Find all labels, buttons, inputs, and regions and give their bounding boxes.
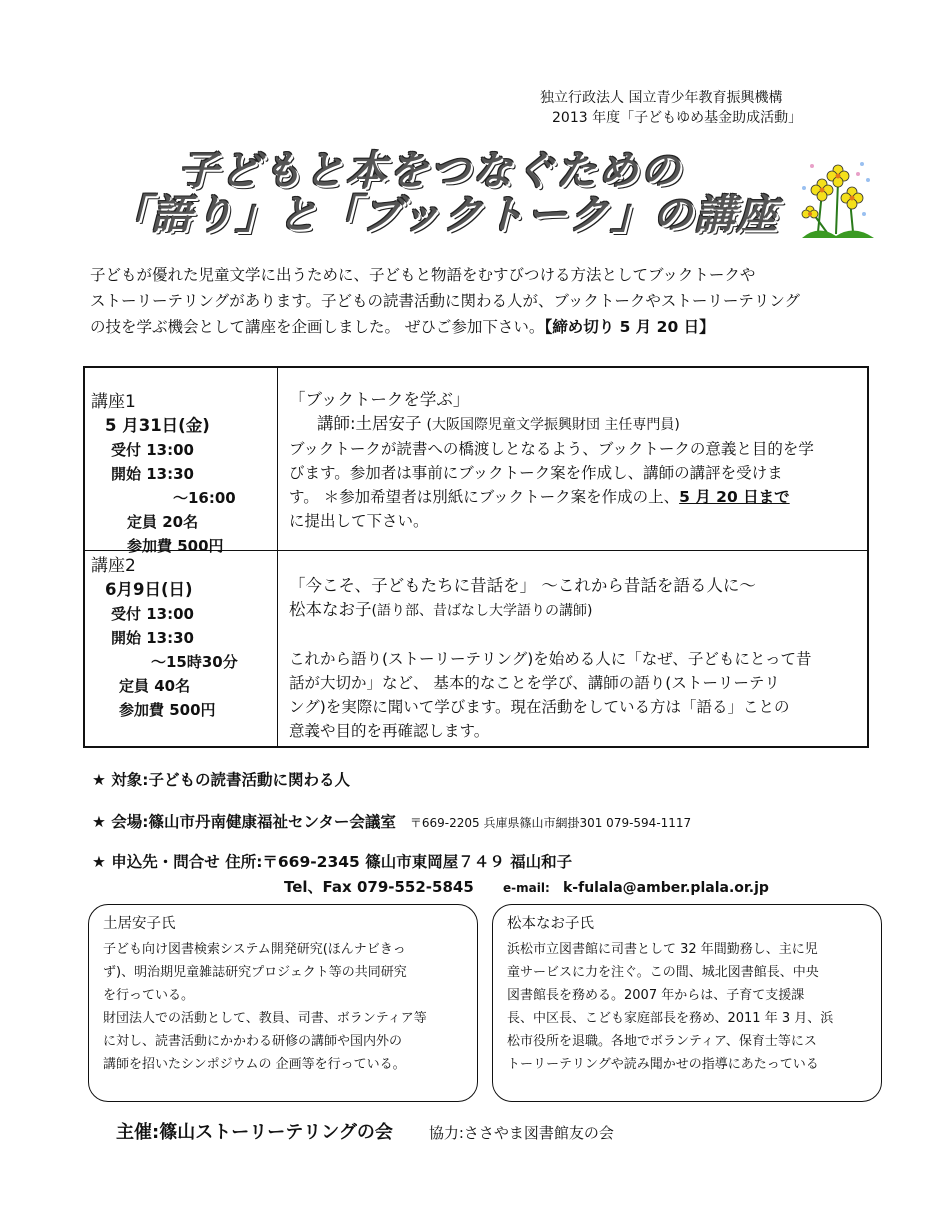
profile-text: 浜松市立図書館に司書として 32 年間勤務し、主に児 xyxy=(507,942,818,957)
grant-program: 2013 年度「子どもゆめ基金助成活動」 xyxy=(552,110,803,126)
profile-text: に対し、読書活動にかかわる研修の講師や国内外の xyxy=(103,1034,403,1049)
course-2-details xyxy=(289,574,865,743)
course-1-description: ブックトークが読書への橋渡しとなるよう、ブックトークの意義と目的を学 xyxy=(289,440,814,458)
title-line-1: 子どもと本をつなぐための xyxy=(178,148,682,194)
cooperating-organization: 協力:ささやま図書館友の会 xyxy=(428,1124,614,1142)
course-2-end: ～15時30分 xyxy=(151,653,238,671)
intro-line: 子どもが優れた児童文学に出うために、子どもと物語をむすびつける方法としてブックトークや xyxy=(90,266,756,284)
footer xyxy=(116,1118,614,1144)
profile-name: 土居安子氏 xyxy=(103,916,176,932)
deadline-note: 【締め切り 5 月 20 日】 xyxy=(544,318,715,336)
course-2-lecturer-affiliation: (語り部、昔ばなし大学語りの講師) xyxy=(371,603,593,619)
organizer-block xyxy=(540,88,802,128)
course-2-capacity: 定員 40名 xyxy=(119,677,191,695)
course-1-start: 開始 13:30 xyxy=(111,465,194,483)
course-2-description: 意義や目的を再確認します。 xyxy=(289,722,490,740)
course-2-date: 6月9日(日) xyxy=(105,580,193,599)
course-2-lecturer: 松本なお子 xyxy=(289,600,372,619)
course-1-end: ～16:00 xyxy=(173,489,236,507)
course-1-lecturer-affiliation: (大阪国際児童文学振興財団 主任専門員) xyxy=(426,417,680,433)
course-1-details xyxy=(289,388,865,533)
title-line-2: 「語り」と「ブックトーク」の講座 xyxy=(109,192,779,238)
profile-text: ず)、明治期児童雑誌研究プロジェクト等の共同研究 xyxy=(103,965,407,980)
intro-line xyxy=(90,314,850,340)
venue-line xyxy=(92,810,691,832)
table-column-divider xyxy=(277,368,278,746)
email-address[interactable]: k-fulala@amber.plala.or.jp xyxy=(562,880,769,896)
venue-name: ★ 会場:篠山市丹南健康福祉センター会議室 xyxy=(92,813,396,831)
course-2-heading: 講座2 xyxy=(91,556,136,576)
course-2-schedule xyxy=(91,554,238,722)
course-2-lecturer-line xyxy=(289,598,865,623)
intro-text xyxy=(90,262,850,340)
profile-name: 松本なお子氏 xyxy=(507,916,594,932)
profile-box-matsumoto xyxy=(492,904,882,1102)
profile-text: 子ども向け図書検索システム開発研究(ほんナビきっ xyxy=(103,942,406,957)
course-1-date: 5 月31日(金) xyxy=(105,416,210,435)
profile-text: 童サービスに力を注ぐ。この間、城北図書館長、中央 xyxy=(507,965,819,980)
contact-line-2 xyxy=(284,876,769,897)
flower-illustration xyxy=(798,152,876,244)
profile-text: 財団法人での活動として、教員、司書、ボランティア等 xyxy=(103,1011,427,1026)
course-1-description-text: す。 ＊参加希望者は別紙にブックトーク案を作成の上、 xyxy=(289,488,680,506)
course-1-schedule xyxy=(91,390,236,558)
profile-text: 長、中区長、こども家庭部長を務め、2011 年 3 月、浜 xyxy=(507,1011,834,1026)
contact-telfax: Tel、Fax 079-552-5845 xyxy=(284,878,474,896)
profile-box-doi xyxy=(88,904,478,1102)
course-1-description xyxy=(289,485,865,509)
course-1-description: びます。参加者は事前にブックトーク案を作成し、講師の講評を受けま xyxy=(289,464,783,482)
course-1-reception: 受付 13:00 xyxy=(111,441,194,459)
course-2-title: 「今こそ、子どもたちに昔話を」 ～これから昔話を語る人に～ xyxy=(289,576,756,595)
course-1-deadline: 5 月 20 日まで xyxy=(679,488,790,506)
course-2-reception: 受付 13:00 xyxy=(111,605,194,623)
intro-line: ストーリーテリングがあります。子どもの読書活動に関わる人が、ブックトークやストーリーテリング xyxy=(90,292,801,310)
course-2-fee: 参加費 500円 xyxy=(119,701,216,719)
profile-text: トーリーテリングや読み聞かせの指導にあたっている xyxy=(507,1057,819,1072)
profile-text: を行っている。 xyxy=(103,988,195,1003)
course-1-lecturer: 講師:土居安子 xyxy=(317,414,422,433)
course-1-fee: 参加費 500円 xyxy=(127,537,224,555)
course-1-heading: 講座1 xyxy=(91,392,136,412)
course-2-description: これから語り(ストーリーテリング)を始める人に「なぜ、子どもにとって昔 xyxy=(289,650,812,668)
course-table xyxy=(83,366,869,748)
course-1-capacity: 定員 20名 xyxy=(127,513,199,531)
intro-line-text: の技を学ぶ機会として講座を企画しました。 ぜひご参加下さい。 xyxy=(90,318,545,336)
contact-address: ★ 申込先・問合せ 住所:〒669-2345 篠山市東岡屋７４９ 福山和子 xyxy=(92,853,573,871)
email-label: e-mail: xyxy=(503,881,550,895)
venue-address: 〒669-2205 兵庫県篠山市網掛301 079-594-1117 xyxy=(409,816,692,830)
course-1-lecturer-line xyxy=(289,412,865,437)
host-organization: 主催:篠山ストーリーテリングの会 xyxy=(116,1122,393,1143)
course-2-start: 開始 13:30 xyxy=(111,629,194,647)
profile-text: 松市役所を退職。各地でボランティア、保育士等にス xyxy=(507,1034,817,1049)
profile-text: 講師を招いたシンポジウムの 企画等を行っている。 xyxy=(103,1057,406,1072)
organizer-name: 独立行政法人 国立青少年教育振興機構 xyxy=(540,90,783,106)
course-2-description: ング)を実際に聞いて学びます。現在活動をしている方は「語る」ことの xyxy=(289,698,790,716)
course-1-title: 「ブックトークを学ぶ」 xyxy=(289,390,470,409)
course-2-description: 話が大切か」など、 基本的なことを学び、講師の語り(ストーリーテリ xyxy=(289,674,780,692)
spacer xyxy=(289,623,865,647)
target-audience: ★ 対象:子どもの読書活動に関わる人 xyxy=(92,771,350,789)
profile-text: 図書館長を務める。2007 年からは、子育て支援課 xyxy=(507,988,805,1003)
course-1-description: に提出して下さい。 xyxy=(289,512,429,530)
